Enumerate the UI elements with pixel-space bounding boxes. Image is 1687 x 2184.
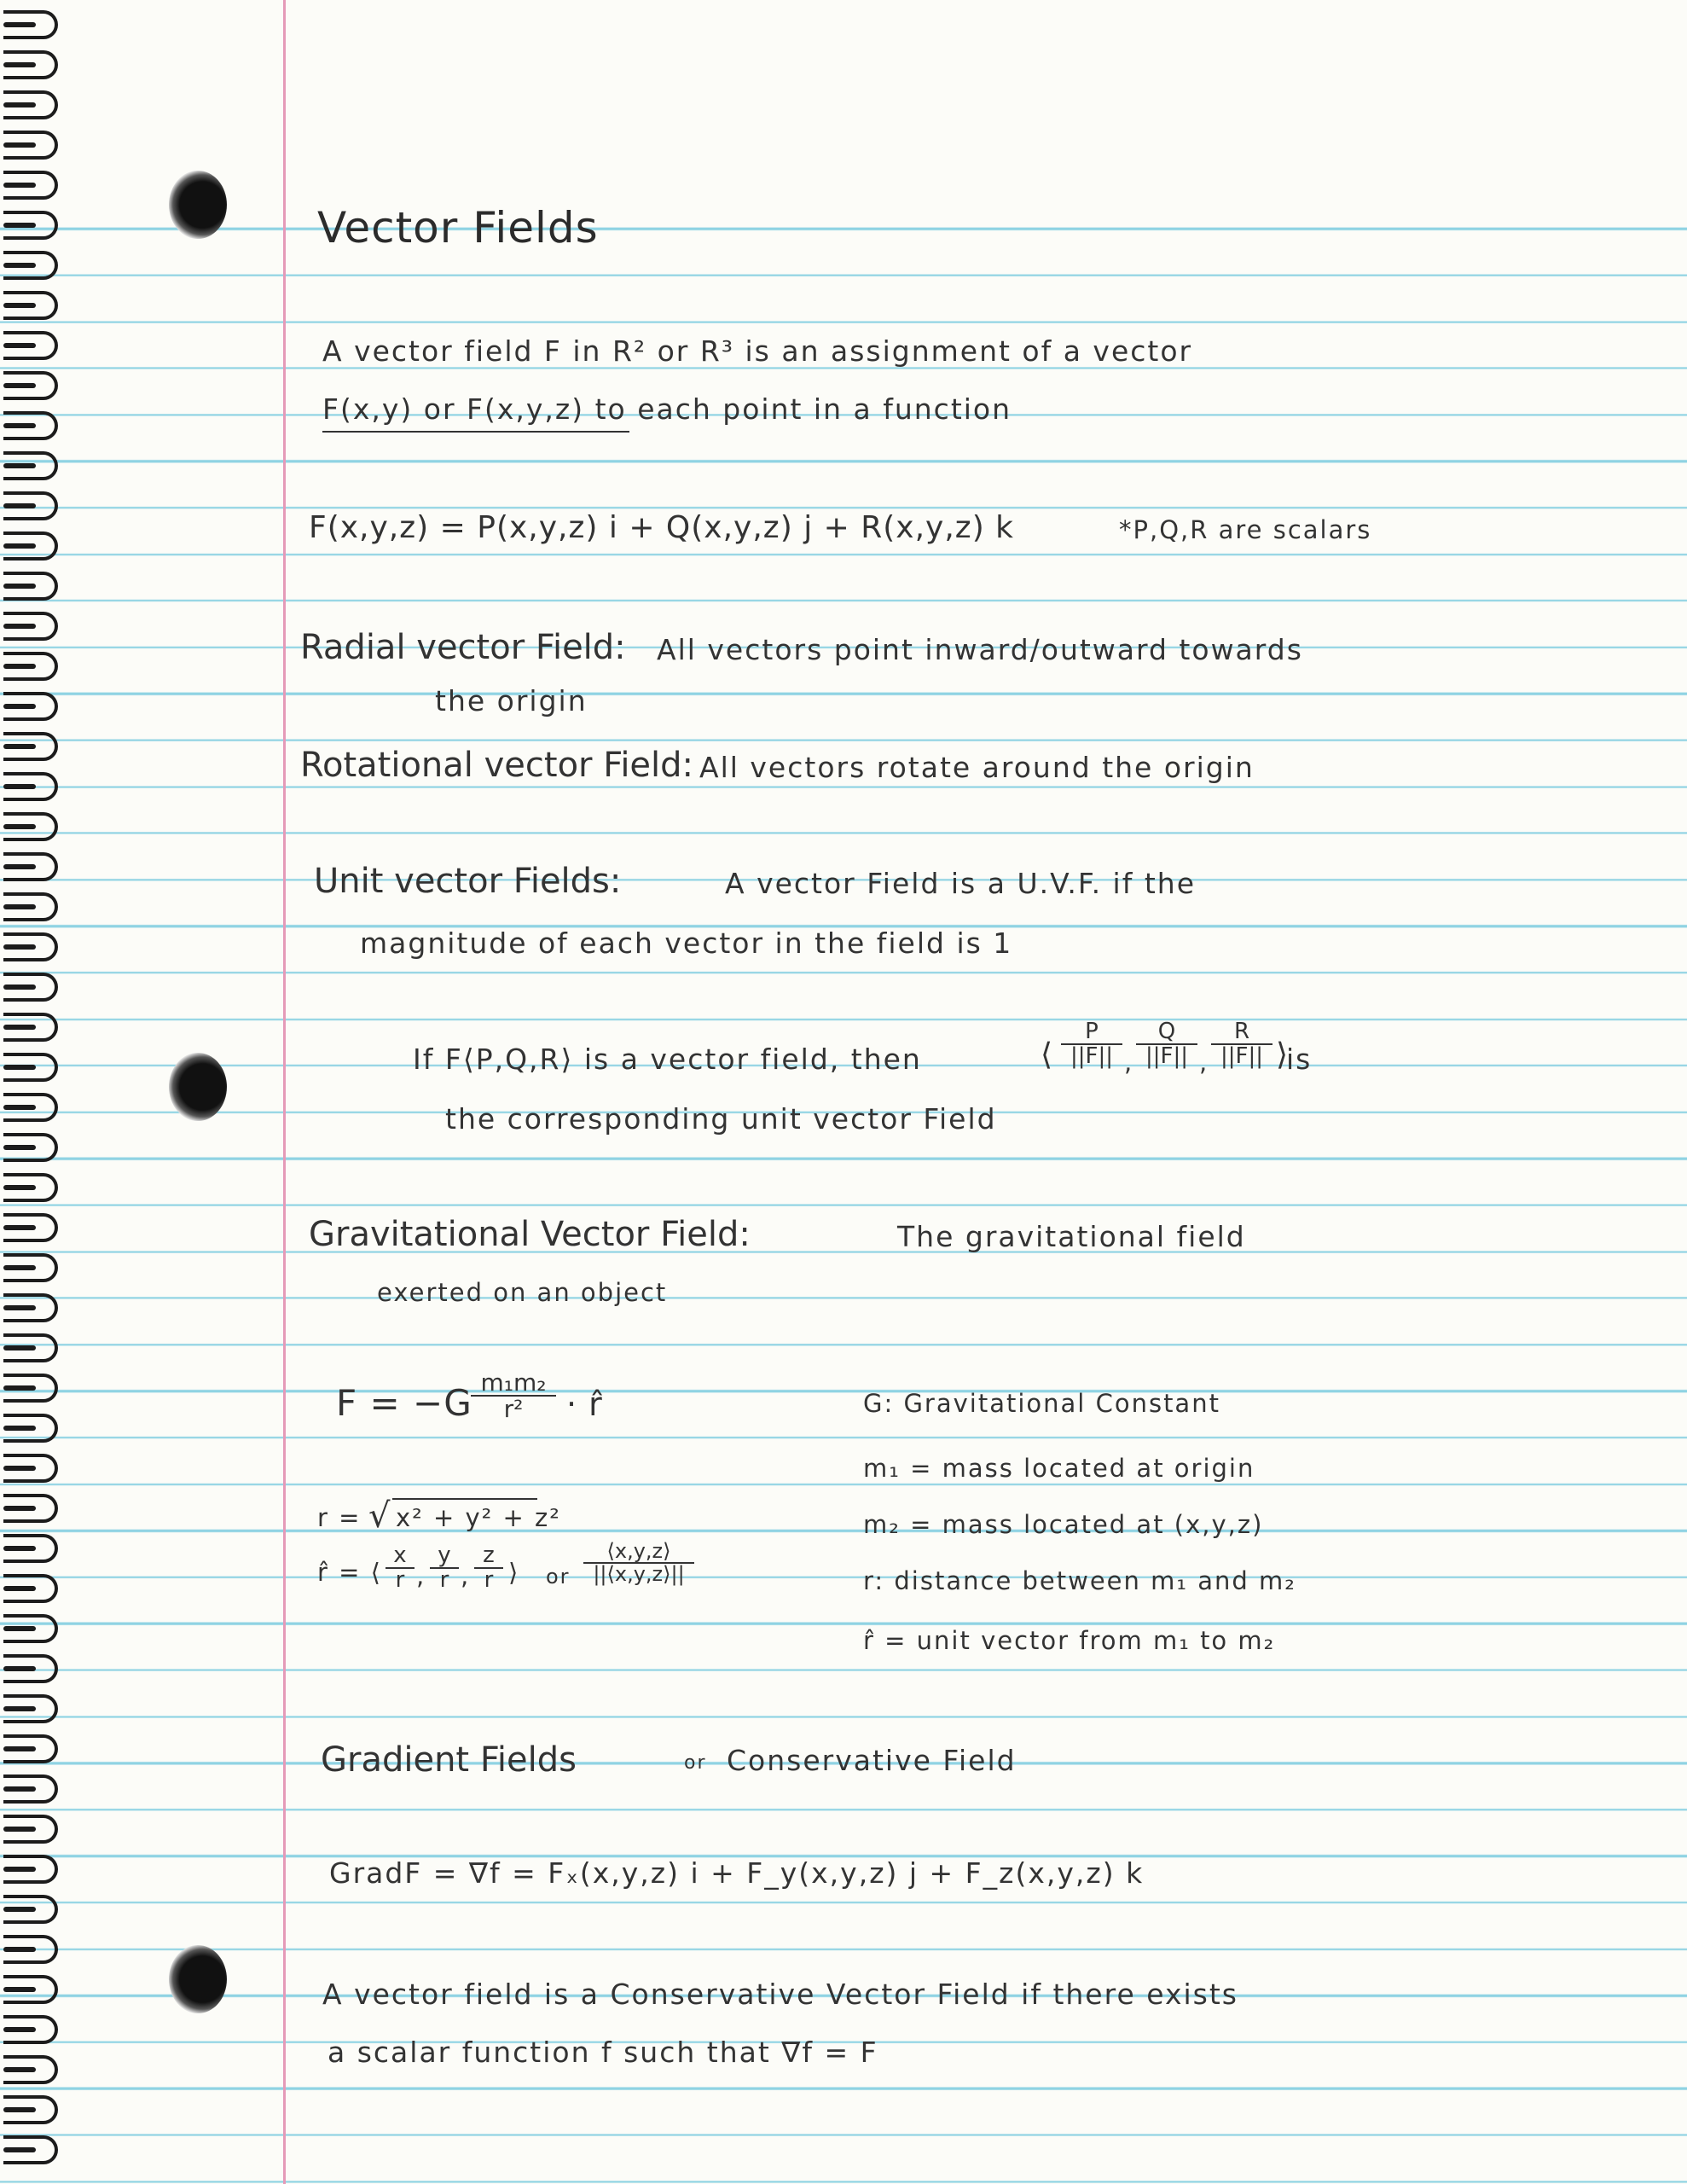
unit-frac-r-num: R bbox=[1211, 1020, 1272, 1045]
rhat-frac-y bbox=[430, 1544, 459, 1593]
spiral-coil bbox=[3, 1774, 58, 1804]
sqrt-sign: √ bbox=[368, 1496, 391, 1536]
gradient-field-heading: Gradient Fields bbox=[321, 1740, 577, 1780]
spiral-coil bbox=[3, 1855, 58, 1884]
rhat-alt-fraction bbox=[583, 1541, 694, 1585]
legend-item: m₁ = mass located at origin bbox=[863, 1454, 1255, 1483]
sqrt-bar bbox=[392, 1498, 537, 1500]
spiral-coil bbox=[3, 2135, 58, 2164]
punch-hole bbox=[169, 1053, 227, 1121]
rhat-frac-y-num: y bbox=[430, 1544, 459, 1569]
spiral-coil bbox=[3, 1374, 58, 1403]
legend-item: G: Gravitational Constant bbox=[863, 1389, 1220, 1418]
comma: , bbox=[416, 1561, 426, 1590]
spiral-coil bbox=[3, 211, 58, 240]
spiral-coil bbox=[3, 1414, 58, 1443]
spiral-coil bbox=[3, 1574, 58, 1603]
rhat-frac-x bbox=[386, 1544, 415, 1593]
spiral-coil bbox=[3, 692, 58, 721]
r-radicand: x² + y² + z² bbox=[396, 1503, 561, 1532]
gravity-formula-rhs: · r̂ bbox=[566, 1385, 603, 1423]
spiral-coil bbox=[3, 1253, 58, 1282]
spiral-coil bbox=[3, 1534, 58, 1563]
spiral-coil bbox=[3, 852, 58, 881]
spiral-coil bbox=[3, 732, 58, 761]
rhat-or: or bbox=[546, 1565, 571, 1589]
radial-field-text-1: All vectors point inward/outward towards bbox=[657, 633, 1303, 666]
punch-hole bbox=[169, 171, 227, 239]
spiral-coil bbox=[3, 932, 58, 961]
spiral-coil bbox=[3, 1494, 58, 1523]
unit-frac-q bbox=[1136, 1020, 1197, 1069]
conservative-text-2: a scalar function f such that ∇f = F bbox=[328, 2036, 878, 2069]
conservative-field-heading: Conservative Field bbox=[727, 1744, 1017, 1777]
rhat-frac-x-num: x bbox=[386, 1544, 415, 1569]
rhat-frac-z bbox=[474, 1544, 503, 1593]
spiral-coil bbox=[3, 50, 58, 79]
spiral-coil bbox=[3, 1895, 58, 1924]
spiral-coil bbox=[3, 2055, 58, 2084]
unit-if-text: If F⟨P,Q,R⟩ is a vector field, then bbox=[413, 1043, 922, 1076]
spiral-coil bbox=[3, 652, 58, 681]
comma: , bbox=[1124, 1048, 1134, 1077]
spiral-coil bbox=[3, 1614, 58, 1643]
spiral-coil bbox=[3, 612, 58, 641]
spiral-coil bbox=[3, 2015, 58, 2044]
gradient-field-or: or bbox=[684, 1752, 707, 1774]
gravity-formula-fraction bbox=[471, 1370, 556, 1422]
r-definition-lhs: r = bbox=[317, 1503, 362, 1532]
definition-line-2: F(x,y) or F(x,y,z) to each point in a function bbox=[322, 392, 1012, 426]
spiral-coil bbox=[3, 531, 58, 561]
conservative-text-1: A vector field is a Conservative Vector Field if there exists bbox=[322, 1978, 1238, 2011]
spiral-coil bbox=[3, 1935, 58, 1964]
radial-field-text-2: the origin bbox=[435, 684, 588, 717]
spiral-coil bbox=[3, 2095, 58, 2124]
page-top-margin bbox=[0, 0, 1687, 224]
rotational-field-text: All vectors rotate around the origin bbox=[699, 751, 1255, 784]
unit-frac-p-num: P bbox=[1061, 1020, 1122, 1045]
spiral-coil bbox=[3, 572, 58, 601]
comma: , bbox=[461, 1561, 471, 1590]
spiral-coil bbox=[3, 331, 58, 360]
spiral-coil bbox=[3, 1213, 58, 1242]
spiral-coil bbox=[3, 451, 58, 480]
spiral-coil bbox=[3, 1293, 58, 1322]
spiral-coil bbox=[3, 90, 58, 119]
legend-item: m₂ = mass located at (x,y,z) bbox=[863, 1510, 1264, 1539]
unit-field-text-1: A vector Field is a U.V.F. if the bbox=[725, 867, 1196, 900]
spiral-coil bbox=[3, 291, 58, 320]
spiral-coil bbox=[3, 251, 58, 280]
unit-is-text: is bbox=[1286, 1043, 1313, 1076]
unit-frac-p-den: ||F|| bbox=[1070, 1043, 1113, 1070]
spiral-coil bbox=[3, 1013, 58, 1042]
gravitational-field-label: Gravitational Vector Field: bbox=[309, 1215, 751, 1254]
spiral-coil bbox=[3, 1053, 58, 1082]
punch-hole bbox=[169, 1945, 227, 2013]
spiral-coil bbox=[3, 772, 58, 801]
scalars-note: *P,Q,R are scalars bbox=[1119, 515, 1372, 544]
rhat-lhs: r̂ = ⟨ bbox=[317, 1558, 382, 1587]
spiral-coil bbox=[3, 1815, 58, 1844]
spiral-coil bbox=[3, 411, 58, 440]
angle-open: ⟨ bbox=[1041, 1037, 1054, 1072]
unit-field-text-4: the corresponding unit vector Field bbox=[445, 1102, 997, 1136]
legend-item: r̂ = unit vector from m₁ to m₂ bbox=[863, 1626, 1276, 1655]
spiral-coil bbox=[3, 1734, 58, 1763]
spiral-coil bbox=[3, 10, 58, 39]
spiral-coil bbox=[3, 131, 58, 160]
unit-frac-q-den: ||F|| bbox=[1145, 1043, 1188, 1070]
spiral-coil bbox=[3, 1694, 58, 1723]
gravitational-field-text-2: exerted on an object bbox=[377, 1278, 668, 1307]
unit-field-label: Unit vector Fields: bbox=[314, 862, 622, 901]
rhat-alt-den: ||⟨x,y,z⟩|| bbox=[593, 1562, 685, 1587]
spiral-coil bbox=[3, 491, 58, 520]
spiral-coil bbox=[3, 1333, 58, 1362]
gravity-formula-den: r² bbox=[503, 1395, 524, 1424]
rhat-frac-x-den: r bbox=[395, 1567, 405, 1594]
component-formula: F(x,y,z) = P(x,y,z) i + Q(x,y,z) j + R(x,y,z) k bbox=[309, 510, 1015, 545]
rhat-frac-z-num: z bbox=[474, 1544, 503, 1569]
rotational-field-label: Rotational vector Field: bbox=[300, 746, 694, 785]
unit-frac-r-den: ||F|| bbox=[1220, 1043, 1263, 1070]
spiral-coil bbox=[3, 812, 58, 841]
margin-line bbox=[283, 0, 286, 2184]
rhat-frac-y-den: r bbox=[439, 1567, 449, 1594]
spiral-binding bbox=[0, 0, 61, 2184]
spiral-coil bbox=[3, 1975, 58, 2004]
unit-field-text-2: magnitude of each vector in the field is 1 bbox=[360, 926, 1013, 960]
spiral-coil bbox=[3, 1454, 58, 1483]
unit-frac-r bbox=[1211, 1020, 1272, 1069]
gravity-formula-lhs: F = −G bbox=[336, 1382, 472, 1424]
spiral-coil bbox=[3, 973, 58, 1002]
spiral-coil bbox=[3, 371, 58, 400]
gravity-formula-num: m₁m₂ bbox=[471, 1370, 556, 1397]
spiral-coil bbox=[3, 1173, 58, 1202]
spiral-coil bbox=[3, 1093, 58, 1122]
spiral-coil bbox=[3, 1133, 58, 1162]
page-title: Vector Fields bbox=[317, 203, 599, 253]
spiral-coil bbox=[3, 171, 58, 200]
gravitational-field-text-1: The gravitational field bbox=[897, 1220, 1246, 1253]
spiral-coil bbox=[3, 892, 58, 921]
legend-item: r: distance between m₁ and m₂ bbox=[863, 1566, 1296, 1595]
definition-underline bbox=[322, 431, 629, 433]
angle-close: ⟩ bbox=[1276, 1037, 1290, 1072]
unit-frac-q-num: Q bbox=[1136, 1020, 1197, 1045]
rhat-close: ⟩ bbox=[508, 1558, 520, 1587]
spiral-coil bbox=[3, 1654, 58, 1683]
unit-frac-p bbox=[1061, 1020, 1122, 1069]
gradient-formula: GradF = ∇f = Fₓ(x,y,z) i + F_y(x,y,z) j + F_z(x,y,z) k bbox=[329, 1856, 1145, 1890]
rhat-alt-num: ⟨x,y,z⟩ bbox=[583, 1541, 694, 1564]
comma: , bbox=[1199, 1048, 1209, 1077]
rhat-frac-z-den: r bbox=[484, 1567, 494, 1594]
radial-field-label: Radial vector Field: bbox=[300, 628, 626, 667]
definition-line-1: A vector field F in R² or R³ is an assignment of a vector bbox=[322, 334, 1193, 368]
